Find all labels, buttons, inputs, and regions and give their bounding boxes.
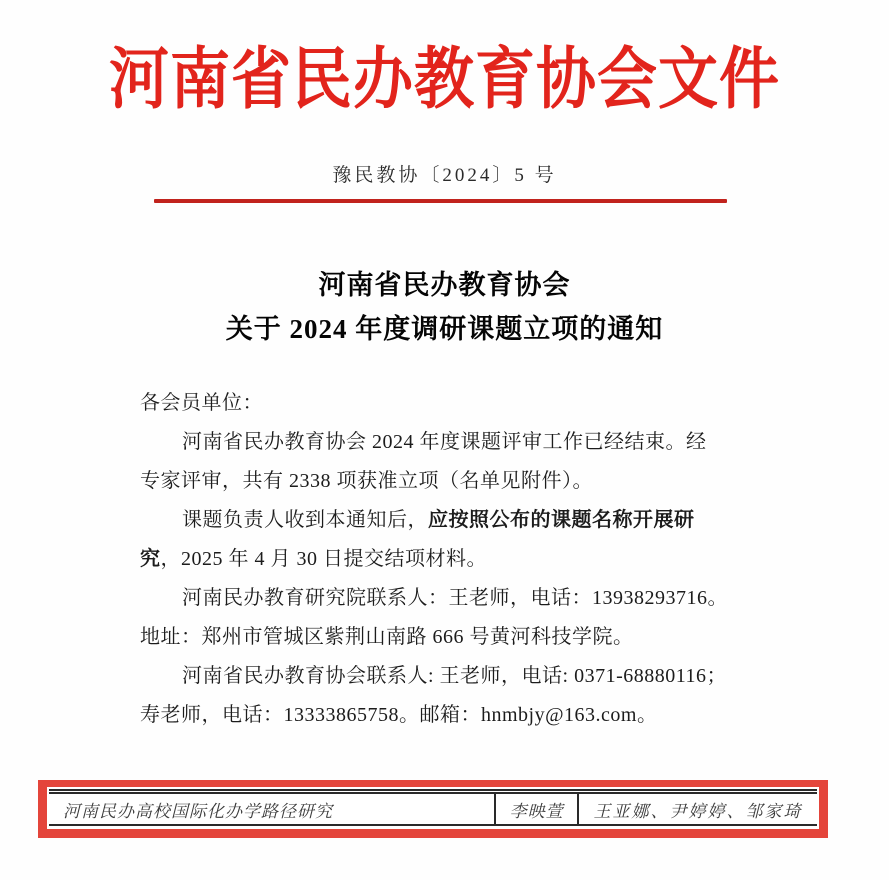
paragraph-2-line-1-normal: 课题负责人收到本通知后， — [182, 509, 428, 531]
letterhead-title: 河南省民办教育协会文件 — [109, 42, 780, 117]
paragraph-4-line-2: 寿老师，电话：13333865758。邮箱：hnmbjy@163.com。 — [140, 704, 658, 726]
team-members-cell: 王亚娜、尹婷婷、邹家琦 — [593, 801, 803, 821]
notice-title-line2: 关于 2024 年度调研课题立项的通知 — [225, 314, 664, 344]
highlighted-table-row — [38, 780, 828, 838]
paragraph-2-line-2-bold: 究 — [140, 548, 161, 570]
salutation-line: 各会员单位： — [140, 392, 263, 414]
document-number: 豫民教协〔2024〕5 号 — [332, 165, 557, 186]
paragraph-2-line-1 — [140, 501, 756, 540]
project-leader-cell: 李映萱 — [494, 794, 578, 824]
paragraph-4-line-1: 河南省民办教育协会联系人: 王老师，电话: 0371-68880116； — [182, 665, 728, 687]
paragraph-3-line-1: 河南民办教育研究院联系人：王老师，电话：13938293716。 — [182, 587, 728, 609]
topic-title-cell: 河南民办高校国际化办学路径研究 — [63, 801, 333, 821]
paragraph-2-line-1-bold: 应按照公布的课题名称开展研 — [428, 509, 695, 531]
paragraph-1-line-2: 专家评审，共有 2338 项获准立项（名单见附件）。 — [140, 470, 593, 492]
paragraph-2-line-2 — [140, 540, 756, 579]
notice-title — [0, 263, 889, 351]
document-body — [140, 384, 756, 735]
table-row-inner — [47, 787, 819, 829]
paragraph-1-line-1: 河南省民办教育协会 2024 年度课题评审工作已经结束。经 — [182, 431, 707, 453]
paragraph-2-line-2-normal: ，2025 年 4 月 30 日提交结项材料。 — [160, 548, 487, 570]
red-divider-line — [154, 199, 727, 203]
notice-title-line1: 河南省民办教育协会 — [318, 270, 571, 300]
table-row — [49, 789, 817, 826]
paragraph-3-line-2: 地址：郑州市管城区紫荆山南路 666 号黄河科技学院。 — [140, 626, 634, 648]
